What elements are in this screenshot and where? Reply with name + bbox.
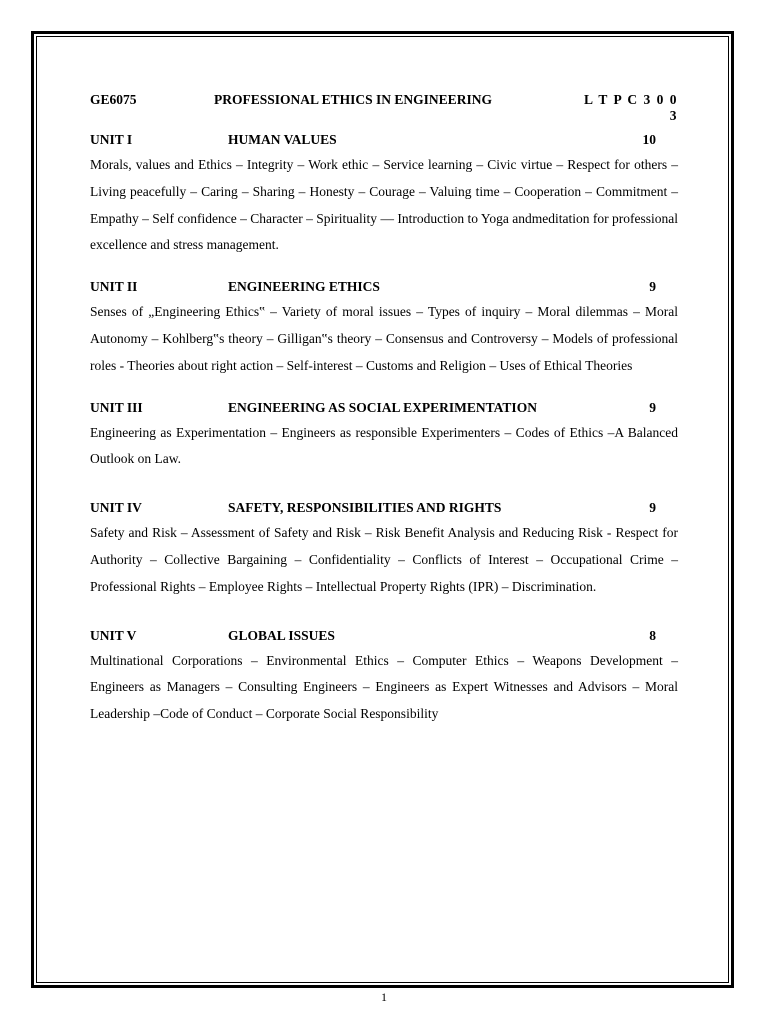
unit-number: UNIT III	[90, 399, 143, 415]
unit-3	[90, 400, 678, 474]
unit-body: Senses of „Engineering Ethics‟ – Variety of moral issues – Types of inquiry – Moral dilemmas – Moral Autonomy – Kohlberg‟s theory – Gilligan‟s theory – Consensus and Controversy – Models of professional roles - Theories about right action – Self-interest – Customs and Religion – Uses of Ethical Theories	[90, 304, 678, 373]
unit-body: Engineering as Experimentation – Engineers as responsible Experimenters – Codes of Ethics –A Balanced Outlook on Law.	[90, 424, 678, 467]
unit-body: Morals, values and Ethics – Integrity – Work ethic – Service learning – Civic virtue – Respect for others – Living peacefully – Caring – Sharing – Honesty – Courage – Valuing time – Cooperation – Commitment – Empathy – Self confidence – Character – Spirituality — Introduction to Yoga andmeditation for professional excellence and stress management.	[90, 157, 678, 253]
page-number: 1	[381, 990, 387, 1004]
unit-hours: 9	[649, 500, 656, 516]
unit-2	[90, 279, 678, 379]
course-ltpc: L T P C 3 0 0 3	[583, 92, 678, 123]
unit-5	[90, 628, 678, 728]
unit-number: UNIT IV	[90, 500, 142, 516]
syllabus-content	[90, 92, 678, 728]
unit-title: HUMAN VALUES	[228, 132, 337, 147]
unit-body: Multinational Corporations – Environmental Ethics – Computer Ethics – Weapons Development – Engineers as Managers – Consulting Engineers – Engineers as Expert Witnesses and Advisors – Moral Leadership –Code of Conduct – Corporate Social Responsibility	[90, 652, 678, 722]
unit-hours: 9	[649, 279, 656, 295]
unit-number: UNIT V	[90, 627, 137, 643]
unit-heading	[90, 400, 678, 420]
unit-title: ENGINEERING ETHICS	[228, 279, 380, 295]
unit-number: UNIT II	[90, 279, 138, 295]
unit-title: ENGINEERING AS SOCIAL EXPERIMENTATION	[228, 399, 537, 415]
unit-hours: 8	[649, 627, 656, 643]
unit-heading	[90, 500, 678, 520]
unit-heading	[90, 132, 678, 152]
unit-number: UNIT I	[90, 132, 133, 147]
course-header	[90, 92, 678, 123]
unit-1	[90, 132, 678, 259]
unit-hours: 10	[642, 132, 656, 147]
unit-hours: 9	[649, 399, 656, 415]
course-code: GE6075	[90, 92, 137, 107]
unit-4	[90, 500, 678, 600]
unit-title: GLOBAL ISSUES	[228, 627, 335, 643]
unit-heading	[90, 279, 678, 299]
course-title: PROFESSIONAL ETHICS IN ENGINEERING	[214, 92, 492, 107]
unit-body: Safety and Risk – Assessment of Safety and Risk – Risk Benefit Analysis and Reducing Risk - Respect for Authority – Collective Bargaining – Confidentiality – Conflicts of Interest – Occupational Crime – Professional Rights – Employee Rights – Intellectual Property Rights (IPR) – Discrimination.	[90, 525, 678, 594]
unit-title: SAFETY, RESPONSIBILITIES AND RIGHTS	[228, 500, 502, 516]
unit-heading	[90, 628, 678, 648]
